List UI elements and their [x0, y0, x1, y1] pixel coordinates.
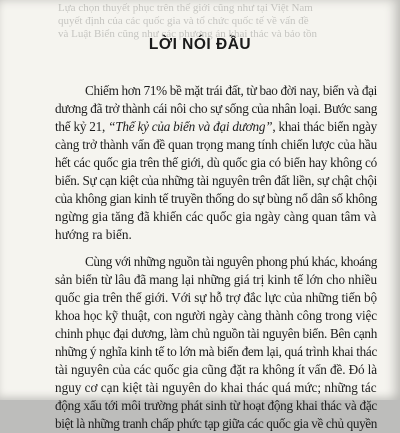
paragraph-1-line: [55, 118, 377, 136]
paragraph-1-line: hướng ra biển.: [55, 227, 132, 242]
paragraph-2-line: nguy cơ cạn kiệt tài nguyên do khai thác quá mức; những tác: [55, 380, 377, 395]
paragraph-2-line: sản biển từ lâu đã mang lại những giá trị kinh tế lớn cho nhiều: [55, 272, 377, 287]
body-text: [55, 82, 377, 433]
paragraph-1-line: của không gian kinh tế truyền thống do sự bùng nổ dân số không: [55, 191, 377, 206]
bleed-line: và Luật Biển cũng như các phương án khai thác và bảo tồn: [58, 28, 318, 40]
paragraph-1-line: càng trở thành vấn đề quan trọng mang tính chiến lược của hầu: [55, 137, 377, 152]
paragraph-1-text: thế kỷ 21,: [55, 119, 109, 134]
paragraph-2-line: chinh phục đại dương, làm chủ nguồn tài nguyên biển. Bên cạnh: [55, 326, 377, 341]
bleed-line: Lựa chọn thuyết phục trên thế giới cũng như tại Việt Nam: [58, 2, 313, 14]
paragraph-1-line: biển. Sự cạn kiệt của những tài nguyên trên đất liền, sự chật chội: [55, 173, 377, 188]
paragraph-2-line: những ý nghĩa kinh tế to lớn mà biển đem lại, quá trình khai thác: [55, 344, 377, 359]
page-heading: LỜI NÓI ĐẦU: [148, 36, 252, 53]
paragraph-1-text: , khai thác biển ngày: [272, 119, 377, 134]
bleed-through-text: [0, 0, 400, 40]
paragraph-1-line: ngừng gia tăng đã khiến các quốc gia ngày càng quan tâm và: [55, 209, 377, 224]
paragraph-2-line: tài nguyên của các quốc gia cũng đặt ra không ít vấn đề. Đó là: [55, 362, 377, 377]
paragraph-1-line: Chiếm hơn 71% bề mặt trái đất, từ bao đời nay, biển và đại: [85, 83, 377, 98]
paragraph-2-line: Cùng với những nguồn tài nguyên phong phú khác, khoáng: [85, 254, 377, 269]
bleed-line: quyết định của các quốc gia và tổ chức quốc tế về vấn đề: [58, 15, 309, 27]
paragraph-1-line: hết các quốc gia trên thế giới, dù quốc gia có biển hay không có: [55, 155, 377, 170]
quoted-phrase: “Thế kỷ của biển và đại dương”: [108, 119, 273, 134]
paragraph-2-line: khoa học kỹ thuật, con người ngày càng thành công trong việc: [55, 308, 377, 323]
paragraph-1-line: dương đã trở thành cái nôi cho sự sống của nhân loại. Bước sang: [55, 101, 377, 116]
paragraph-2-line: quốc gia trên thế giới. Với sự hỗ trợ đắc lực của những tiến bộ: [55, 290, 377, 305]
paragraph-2-line: biệt là những tranh chấp phức tạp giữa các quốc gia về chủ quyền: [55, 416, 377, 431]
paragraph-2-line: động xấu tới môi trường phát sinh từ hoạt động khai thác và đặc: [55, 398, 377, 413]
